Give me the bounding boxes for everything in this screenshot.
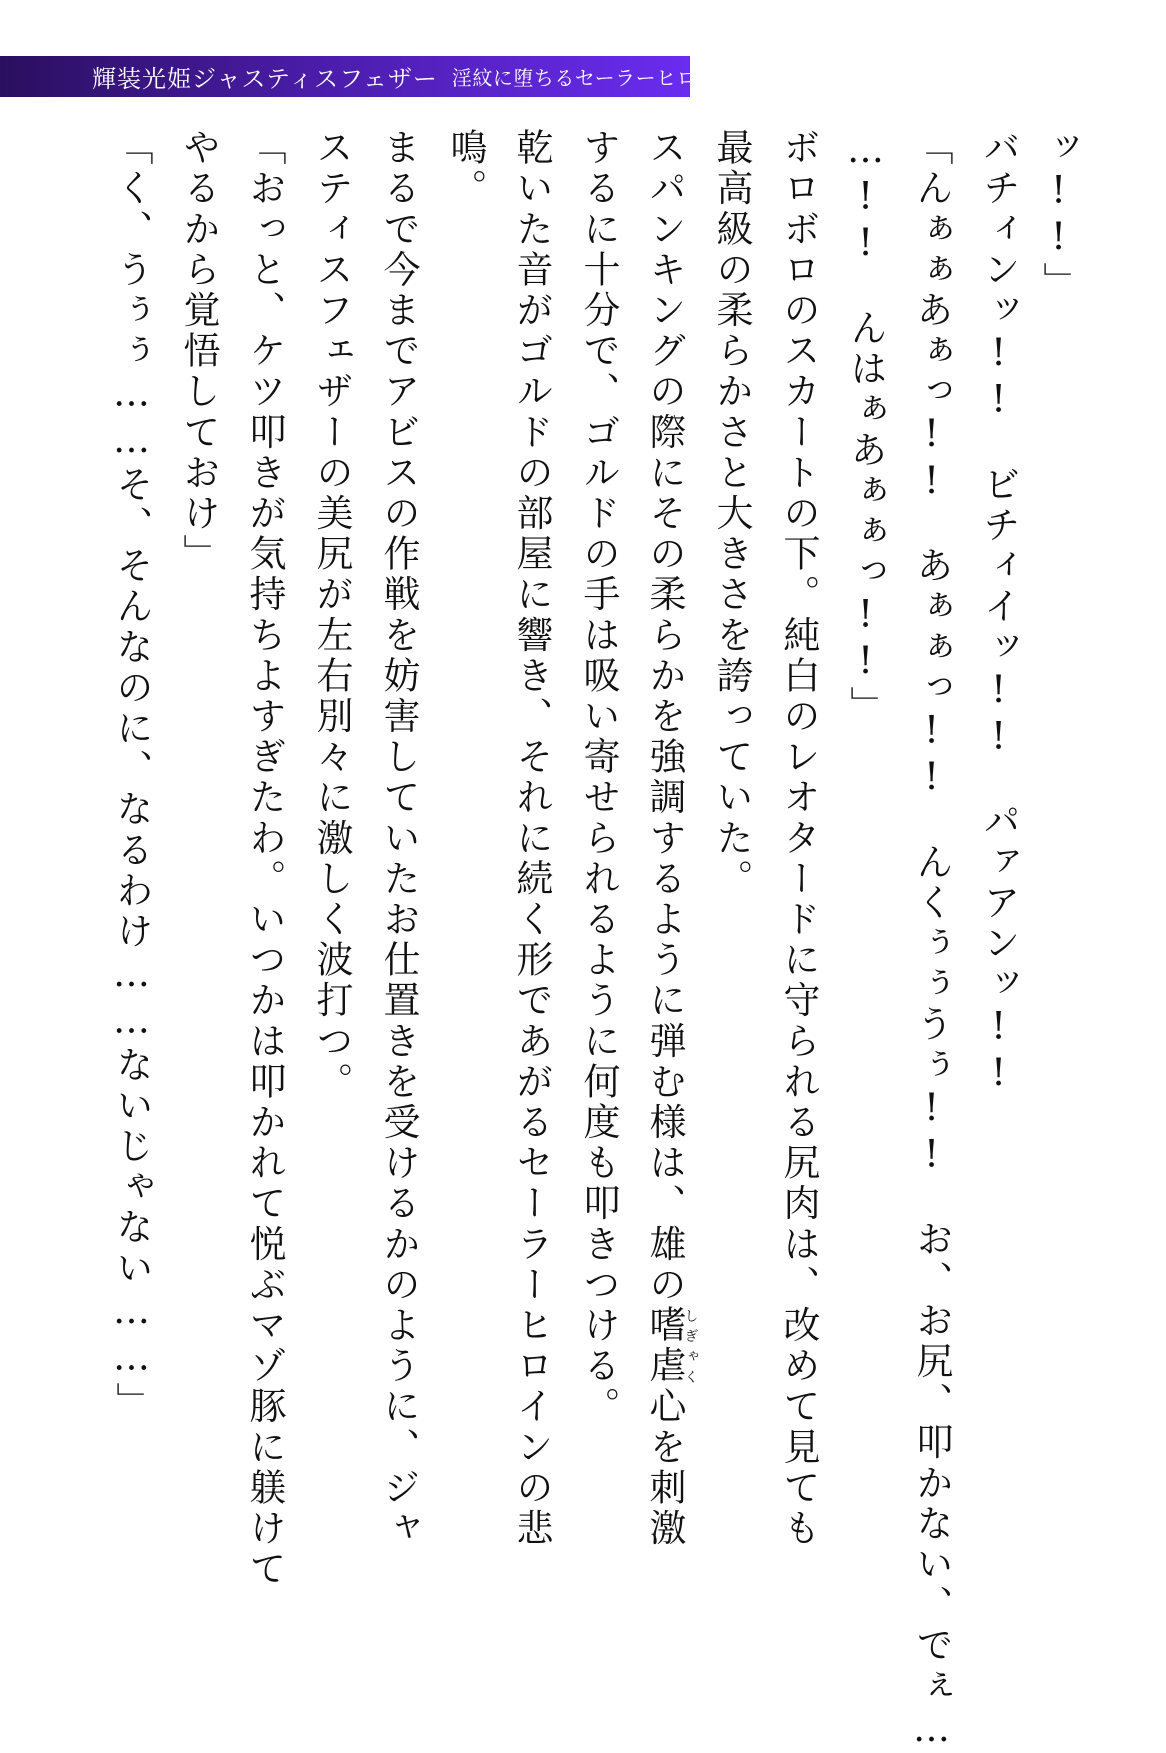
ruby-reading: しぎゃく (682, 1305, 699, 1387)
text-line: スティスフェザーの美尻が左右別々に激しく波打つ。 (310, 128, 353, 1103)
text-line: …!! んはぁあぁぁっ!!」 (844, 128, 887, 727)
text-line: やるから覚悟しておけ」 (177, 128, 220, 575)
header-bar (0, 56, 738, 97)
text-line: ッ!!」 (1037, 128, 1080, 303)
vertical-text-body (0, 128, 1166, 1753)
ruby-base: 嗜虐 (643, 1305, 686, 1387)
text-line-with-ruby (643, 128, 699, 1628)
text-segment: 心を刺激 (643, 1386, 686, 1550)
text-line: 「んぁぁあぁっ!! あぁぁっ!! んくぅぅうぅ!! お、お尻、叩かない、でぇ… (910, 128, 953, 1753)
text-line: 「く、うぅぅ……そ、そんなのに、なるわけ……ないじゃない……」 (110, 128, 153, 1423)
text-line: するに十分で、ゴルドの手は吸い寄せられるように何度も叩きつける。 (577, 128, 620, 1428)
text-segment: スパンキングの際にその柔らかを強調するように弾む様は、雄の (643, 128, 686, 1306)
text-line: 鳴。 (444, 128, 487, 210)
text-line: 「おっと、ケツ叩きが気持ちよすぎたわ。いつかは叩かれて悦ぶマゾ豚に躾けて (243, 128, 286, 1590)
book-title: 輝装光姫ジャスティスフェザー (92, 65, 438, 93)
text-line: まるで今までアビスの作戦を妨害していたお仕置きを受けるかのように、ジャ (377, 128, 420, 1549)
text-line: 乾いた音がゴルドの部屋に響き、それに続く形であがるセーラーヒロインの悲 (510, 128, 553, 1549)
ruby-annotation (643, 1305, 699, 1387)
text-line: 最高級の柔らかさと大きさを誇っていた。 (710, 128, 753, 900)
book-subtitle: 淫紋に堕ちるセーラーヒロイン (451, 66, 738, 90)
text-line: ボロボロのスカートの下。純白のレオタードに守られる尻肉は、改めて見ても (777, 128, 820, 1549)
text-line: バチィンッ!! ビチィイッ!! パァアンッ!! (977, 128, 1020, 1098)
